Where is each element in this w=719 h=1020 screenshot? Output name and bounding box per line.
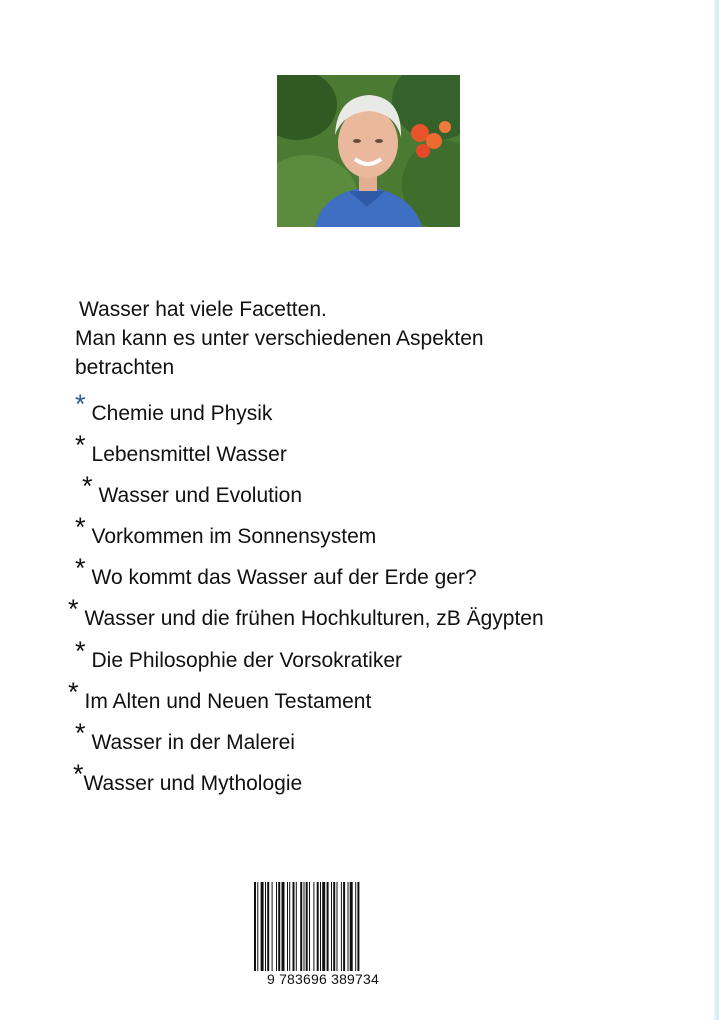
barcode-bar bbox=[357, 882, 359, 980]
list-item-label: Die Philosophie der Vorsokratiker bbox=[91, 649, 403, 672]
barcode-bar bbox=[287, 882, 288, 980]
bullet-asterisk: * bbox=[75, 512, 86, 542]
barcode-bar bbox=[265, 882, 266, 980]
list-item-label: Wasser und die frühen Hochkulturen, zB Ägypten bbox=[84, 607, 544, 630]
barcode-bar bbox=[306, 882, 308, 980]
list-item-label: Im Alten und Neuen Testament bbox=[84, 690, 372, 713]
barcode-bar bbox=[261, 882, 264, 980]
barcode-bar bbox=[317, 882, 319, 980]
list-item bbox=[82, 471, 303, 509]
barcode-bars bbox=[252, 882, 394, 980]
barcode-bar bbox=[333, 882, 335, 980]
barcode-bar bbox=[327, 882, 329, 980]
barcode-bar bbox=[337, 882, 338, 980]
intro-line-2: Man kann es unter verschiedenen Aspekten bbox=[75, 327, 484, 350]
barcode-bar bbox=[276, 882, 277, 980]
isbn-digits: 9 783696 389734 bbox=[252, 971, 394, 987]
barcode-bar bbox=[300, 882, 302, 980]
list-item bbox=[73, 759, 303, 797]
intro-line-1: Wasser hat viele Facetten. bbox=[79, 298, 327, 321]
list-item bbox=[75, 389, 273, 427]
bullet-asterisk: * bbox=[75, 553, 86, 583]
list-item-label: Wasser in der Malerei bbox=[91, 731, 295, 754]
barcode-bar bbox=[313, 882, 314, 980]
barcode-bar bbox=[278, 882, 280, 980]
barcode-bar bbox=[289, 882, 290, 980]
barcode-bar bbox=[257, 882, 258, 980]
list-item-label: Chemie und Physik bbox=[91, 402, 273, 425]
bullet-asterisk: * bbox=[68, 594, 79, 624]
barcode-bar bbox=[254, 882, 256, 980]
bullet-asterisk: * bbox=[75, 636, 86, 666]
list-item bbox=[75, 512, 377, 550]
bullet-asterisk: * bbox=[73, 759, 84, 789]
barcode-bar bbox=[343, 882, 345, 980]
list-item bbox=[75, 636, 403, 674]
barcode-bar bbox=[267, 882, 269, 980]
bullet-asterisk: * bbox=[68, 677, 79, 707]
barcode-bar bbox=[320, 882, 321, 980]
list-item bbox=[68, 594, 544, 632]
list-item-label: Lebensmittel Wasser bbox=[91, 443, 287, 466]
barcode-bar bbox=[355, 882, 356, 980]
list-item bbox=[68, 677, 372, 715]
barcode-bar bbox=[293, 882, 295, 980]
bullet-asterisk: * bbox=[82, 471, 93, 501]
barcode-bar bbox=[322, 882, 325, 980]
isbn-barcode bbox=[252, 882, 394, 992]
barcode-bar bbox=[272, 882, 273, 980]
bullet-asterisk: * bbox=[75, 718, 86, 748]
barcode-bar bbox=[304, 882, 305, 980]
list-item-label: Wo kommt das Wasser auf der Erde ger? bbox=[91, 566, 477, 589]
bullet-asterisk: * bbox=[75, 430, 86, 460]
list-item-label: Wasser und Mythologie bbox=[83, 772, 303, 795]
barcode-bar bbox=[296, 882, 297, 980]
barcode-bar bbox=[348, 882, 349, 980]
list-item-label: Vorkommen im Sonnensystem bbox=[91, 525, 377, 548]
list-item bbox=[75, 553, 477, 591]
intro-line-3: betrachten bbox=[75, 356, 175, 379]
list-item bbox=[75, 430, 287, 468]
list-item bbox=[75, 718, 295, 756]
bullet-asterisk: * bbox=[75, 389, 86, 419]
barcode-bar bbox=[282, 882, 285, 980]
barcode-bar bbox=[309, 882, 310, 980]
barcode-bar bbox=[331, 882, 332, 980]
barcode-bar bbox=[341, 882, 342, 980]
barcode-bar bbox=[350, 882, 353, 980]
list-item-label: Wasser und Evolution bbox=[98, 484, 303, 507]
